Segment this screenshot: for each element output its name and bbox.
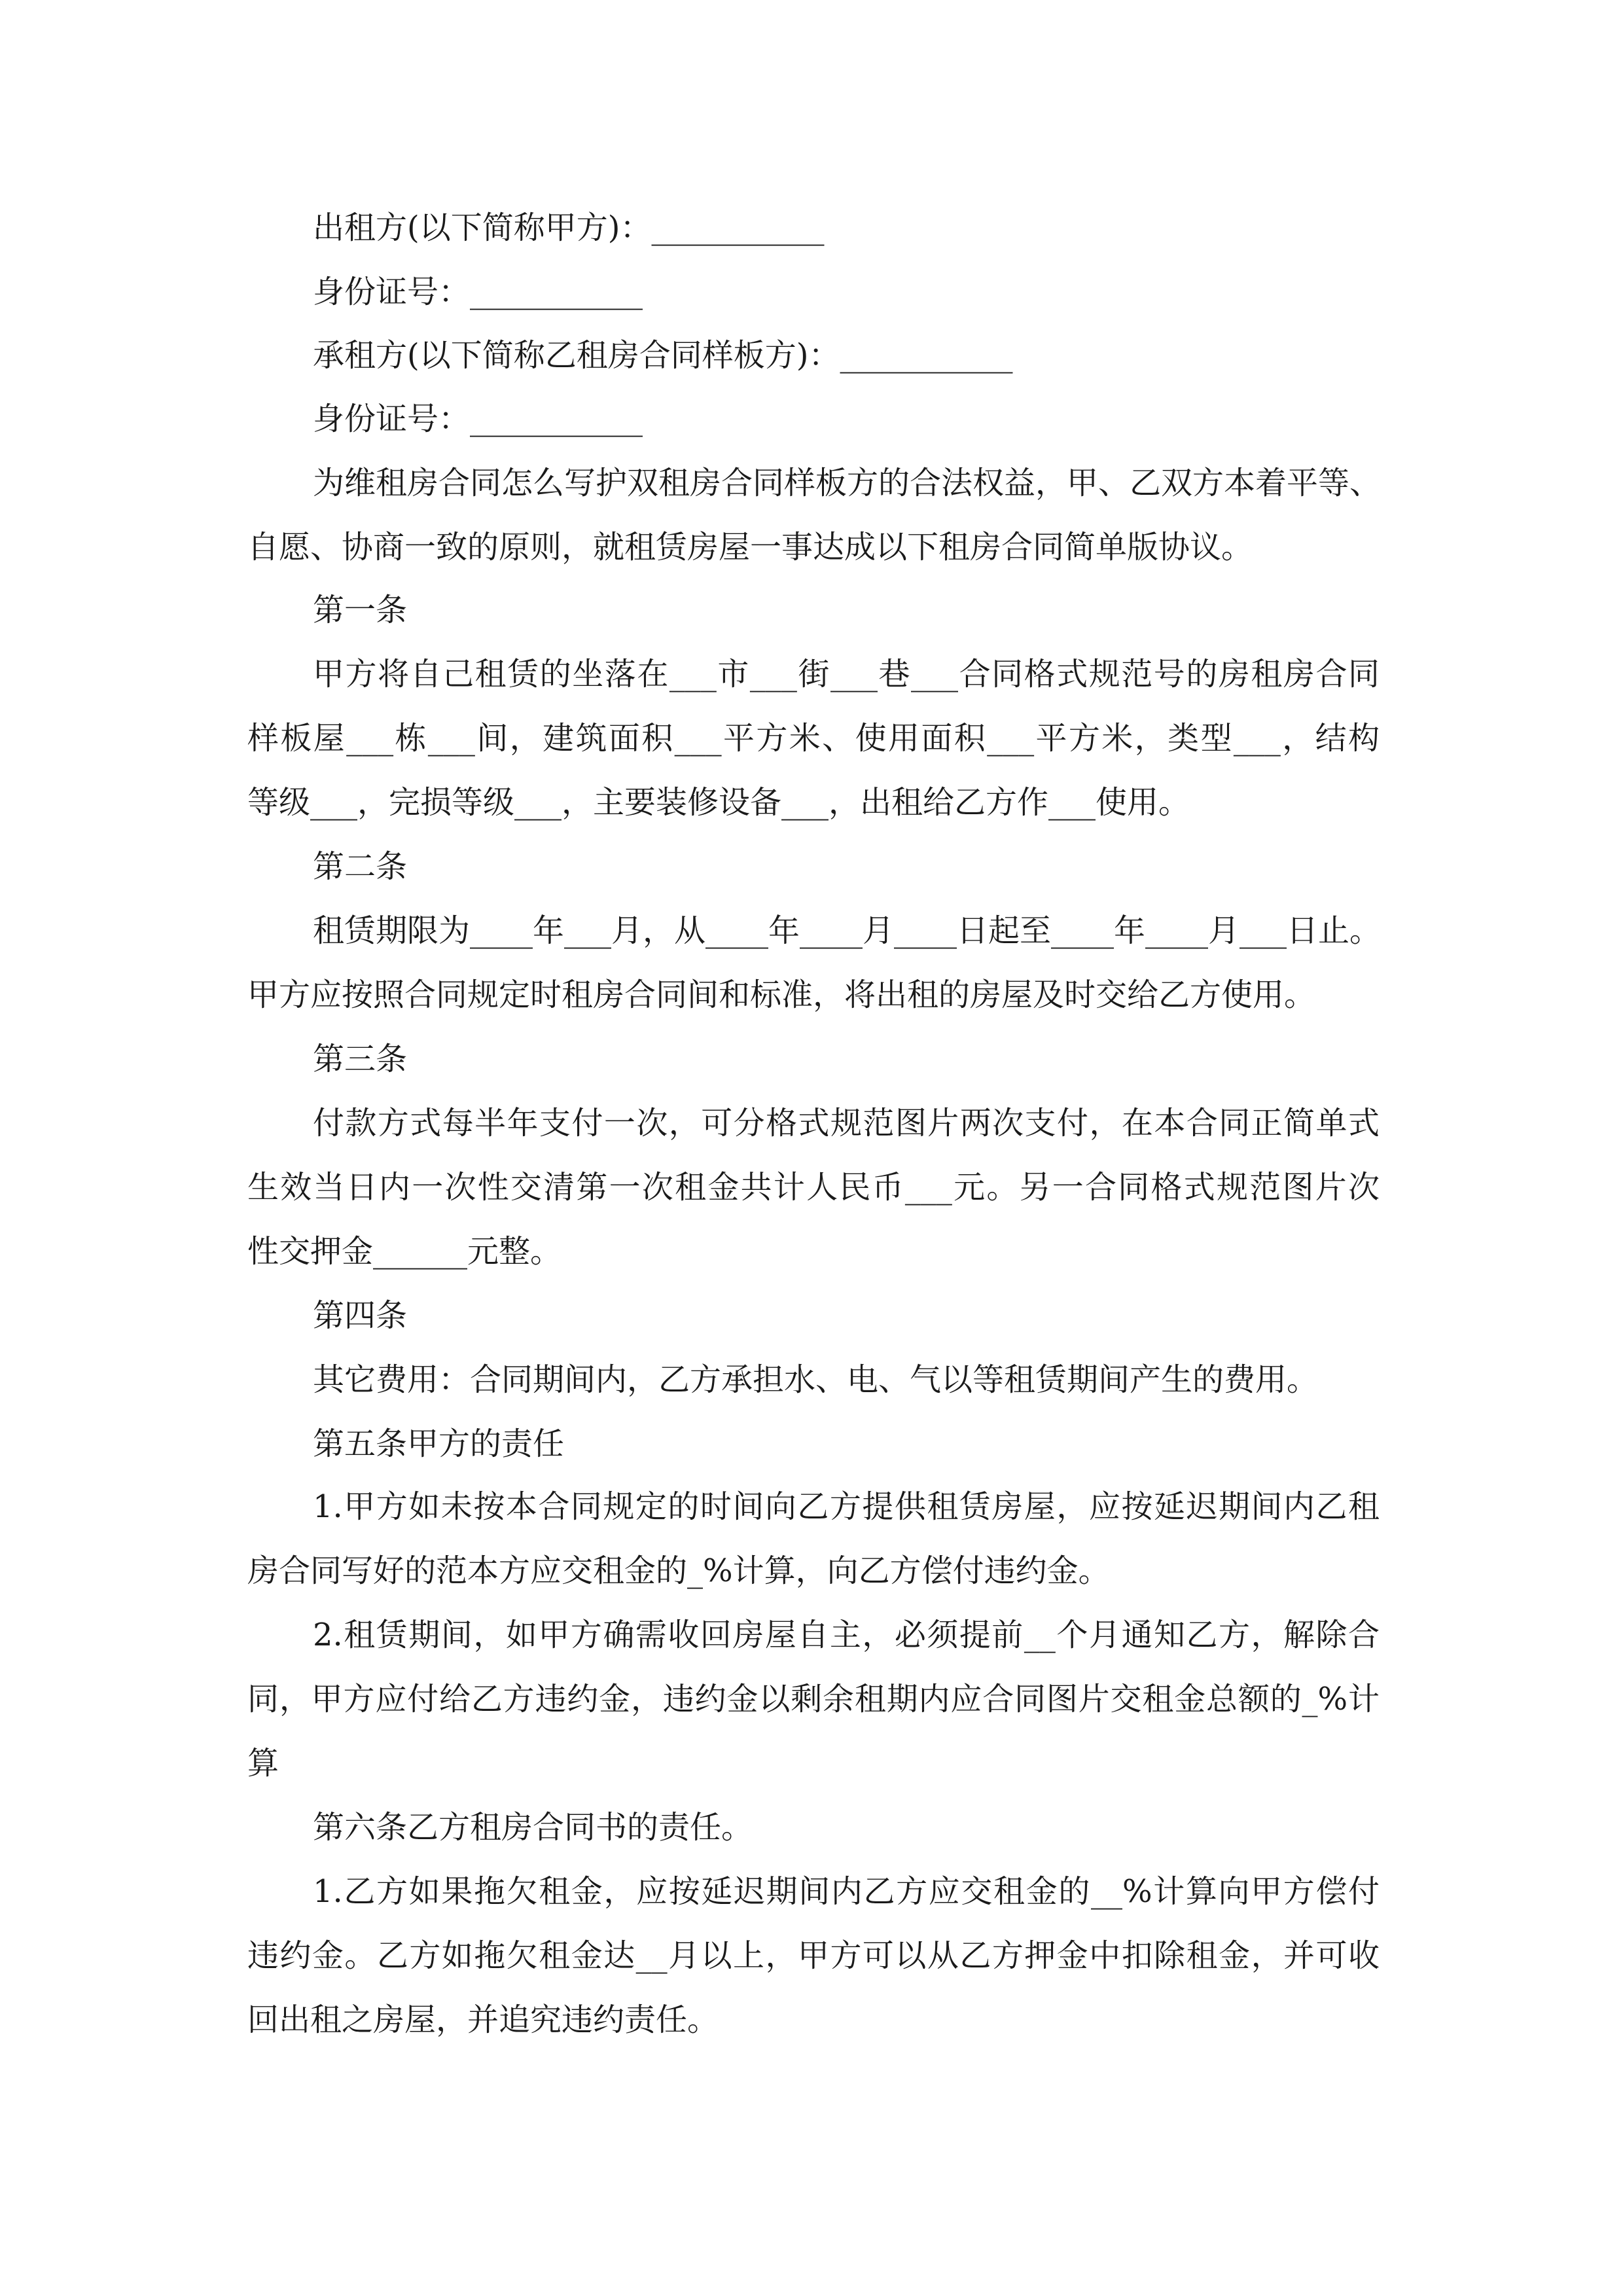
lessor-id-line: 身份证号：___________ xyxy=(313,274,643,310)
intro-line: 自愿、协商一致的原则，就租赁房屋一事达成以下租房合同简单版协议。 xyxy=(247,529,1253,565)
article-3-line: 付款方式每半年支付一次，可分格式规范图片两次支付，在本合同正简单式 xyxy=(313,1105,1380,1141)
article-5-clause-2-line: 同，甲方应付给乙方违约金，违约金以剩余租期内应合同图片交租金总额的_%计 xyxy=(247,1681,1380,1717)
article-2-line: 甲方应按照合同规定时租房合同间和标准，将出租的房屋及时交给乙方使用。 xyxy=(247,977,1316,1013)
article-6-clause-1-line: 回出租之房屋，并追究违约责任。 xyxy=(247,2001,719,2038)
lessee-line: 承租方(以下简称乙租房合同样板方)：___________ xyxy=(313,337,1013,374)
article-3-line: 性交押金______元整。 xyxy=(247,1233,562,1270)
article-4-line: 其它费用：合同期间内，乙方承担水、电、气以等租赁期间产生的费用。 xyxy=(313,1361,1319,1398)
article-4-heading: 第四条 xyxy=(313,1297,408,1334)
lessee-id-line: 身份证号：___________ xyxy=(313,401,643,437)
article-2-heading: 第二条 xyxy=(313,848,408,885)
article-1-heading: 第一条 xyxy=(313,592,408,628)
article-5-heading: 第五条甲方的责任 xyxy=(313,1426,565,1462)
article-6-heading: 第六条乙方租房合同书的责任。 xyxy=(313,1809,753,1846)
article-5-clause-2-line: 算 xyxy=(247,1745,279,1782)
article-2-line: 租赁期限为____年___月，从____年____月____日起至____年____月___日止。 xyxy=(313,912,1382,949)
article-6-clause-1-line: 违约金。乙方如拖欠租金达__月以上，甲方可以从乙方押金中扣除租金，并可收 xyxy=(247,1937,1380,1974)
article-3-heading: 第三条 xyxy=(313,1041,408,1077)
article-1-line: 等级___，完损等级___，主要装修设备___，出租给乙方作___使用。 xyxy=(247,784,1190,821)
article-5-clause-1-line: 1.甲方如未按本合同规定的时间向乙方提供租赁房屋，应按延迟期间内乙租 xyxy=(313,1488,1380,1525)
article-6-clause-1-line: 1.乙方如果拖欠租金，应按延迟期间内乙方应交租金的__%计算向甲方偿付 xyxy=(313,1873,1380,1910)
article-1-line: 样板屋___栋___间，建筑面积___平方米、使用面积___平方米，类型___，结构 xyxy=(247,720,1380,757)
article-5-clause-2-line: 2.租赁期间，如甲方确需收回房屋自主，必须提前__个月通知乙方，解除合 xyxy=(313,1617,1380,1653)
lessor-line: 出租方(以下简称甲方)：___________ xyxy=(313,209,825,246)
intro-line: 为维租房合同怎么写护双租房合同样板方的合法权益，甲、乙双方本着平等、 xyxy=(313,465,1382,501)
article-5-clause-1-line: 房合同写好的范本方应交租金的_%计算，向乙方偿付违约金。 xyxy=(247,1552,1110,1589)
article-3-line: 生效当日内一次性交清第一次租金共计人民币___元。另一合同格式规范图片次 xyxy=(247,1169,1380,1206)
article-1-line: 甲方将自己租赁的坐落在___市___街___巷___合同格式规范号的房租房合同 xyxy=(313,656,1380,692)
